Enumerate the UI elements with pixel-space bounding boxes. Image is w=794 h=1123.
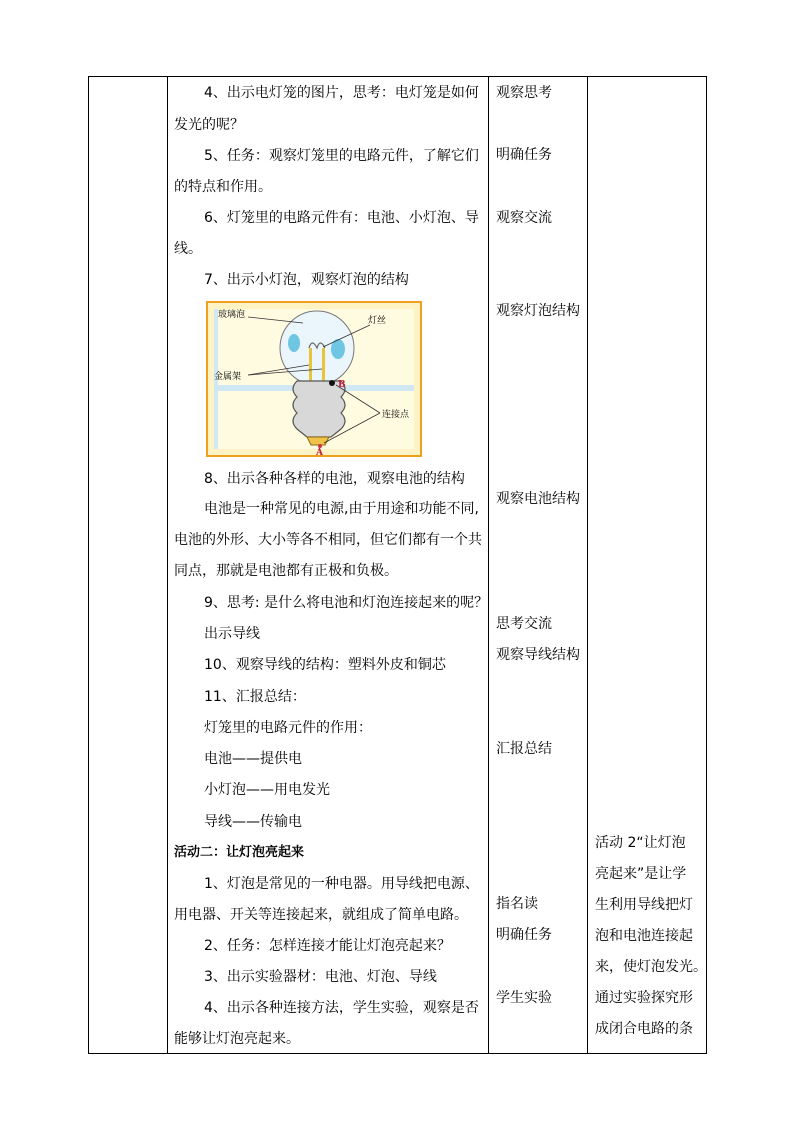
student-activity: 观察导线结构 xyxy=(496,647,580,663)
light-bulb-diagram xyxy=(206,301,422,457)
text-line: 的特点和作用。 xyxy=(174,179,272,195)
text-line: 11、汇报总结： xyxy=(204,689,306,705)
student-activity: 明确任务 xyxy=(496,927,552,943)
design-intent-column xyxy=(588,77,707,1053)
student-activity: 观察电池结构 xyxy=(496,491,580,507)
student-activity: 学生实验 xyxy=(496,990,552,1006)
text-line: 灯笼里的电路元件的作用： xyxy=(204,720,372,736)
text-line: 2、任务：怎样连接才能让灯泡亮起来？ xyxy=(204,938,451,954)
design-note: 亮起来”是让学 xyxy=(595,866,687,882)
text-line: 电池是一种常见的电源,由于用途和功能不同, xyxy=(204,501,479,517)
point-b-label: B xyxy=(338,380,346,390)
text-line: 4、出示电灯笼的图片，思考：电灯笼是如何 xyxy=(204,85,479,101)
metal-frame-label: 金属架 xyxy=(214,372,242,382)
design-note: 成闭合电路的条 xyxy=(595,1021,693,1037)
filament-label: 灯丝 xyxy=(368,316,387,326)
text-line: 1、灯泡是常见的一种电器。用导线把电源、 xyxy=(204,876,479,892)
lesson-table xyxy=(88,76,707,1054)
student-activity: 观察灯泡结构 xyxy=(496,303,580,319)
student-activity: 观察思考 xyxy=(496,85,552,101)
text-line: 发光的呢？ xyxy=(174,117,244,133)
student-activity-column xyxy=(489,77,587,1053)
text-line: 小灯泡——用电发光 xyxy=(204,782,330,798)
text-line: 导线——传输电 xyxy=(204,814,302,830)
glass-bulb-label: 玻璃泡 xyxy=(218,310,246,320)
section-heading: 活动二：让灯泡亮起来 xyxy=(174,845,305,860)
text-line: 电池的外形、大小等各不相同，但它们都有一个共 xyxy=(174,532,482,548)
text-line: 5、任务：观察灯笼里的电路元件，了解它们 xyxy=(204,148,479,164)
design-note: 通过实验探究形 xyxy=(595,990,693,1006)
design-note: 活动 2“让灯泡 xyxy=(595,835,686,851)
text-line: 3、出示实验器材：电池、灯泡、导线 xyxy=(204,969,437,985)
text-line: 线。 xyxy=(174,241,202,257)
text-line: 6、灯笼里的电路元件有：电池、小灯泡、导 xyxy=(204,210,479,226)
design-note: 来，使灯泡发光。 xyxy=(595,959,707,975)
text-line: 4、出示各种连接方法，学生实验，观察是否 xyxy=(204,1000,479,1016)
text-line: 10、观察导线的结构：塑料外皮和铜芯 xyxy=(204,657,446,673)
student-activity: 明确任务 xyxy=(496,147,552,163)
design-note: 生利用导线把灯 xyxy=(595,897,693,913)
text-line: 能够让灯泡亮起来。 xyxy=(174,1031,300,1047)
text-line: 电池——提供电 xyxy=(204,751,302,767)
student-activity: 思考交流 xyxy=(496,616,552,632)
text-line: 同点，那就是电池都有正极和负极。 xyxy=(174,563,398,579)
teaching-process-column xyxy=(168,77,488,1053)
student-activity: 观察交流 xyxy=(496,210,552,226)
point-a-label: A xyxy=(316,448,323,455)
student-activity: 汇报总结 xyxy=(496,741,552,757)
text-line: 出示导线 xyxy=(204,626,260,642)
text-line: 8、出示各种各样的电池，观察电池的结构 xyxy=(204,471,465,487)
design-note: 泡和电池连接起 xyxy=(595,928,693,944)
contact-point-label: 连接点 xyxy=(382,410,410,420)
text-line: 7、出示小灯泡，观察灯泡的结构 xyxy=(204,272,409,288)
student-activity: 指名读 xyxy=(496,896,538,912)
text-line: 用电器、开关等连接起来，就组成了简单电路。 xyxy=(174,907,468,923)
text-line: 9、思考: 是什么将电池和灯泡连接起来的呢？ xyxy=(204,595,489,611)
